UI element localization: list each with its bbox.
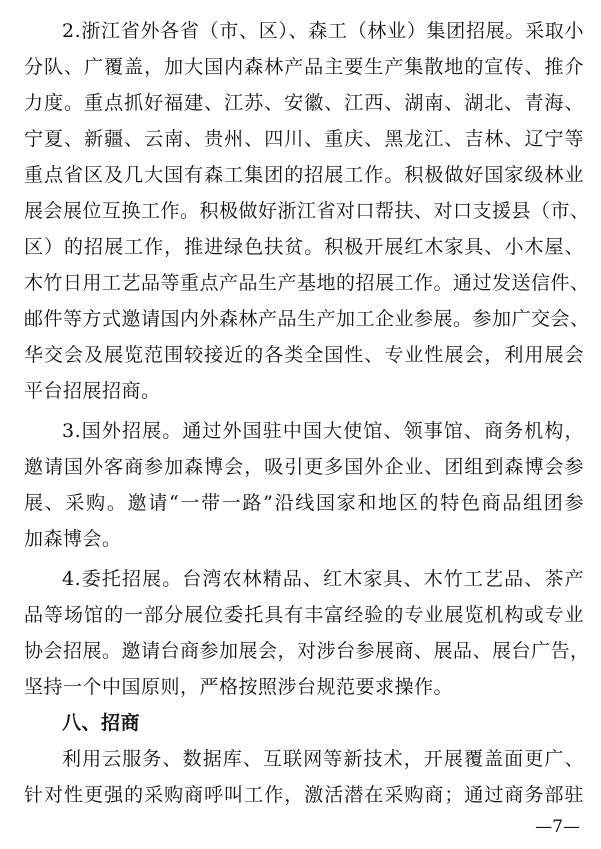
p2-line-11: 平台招展招商。 [24,380,161,402]
p3-line-4: 加森博会。 [24,528,122,550]
p4-line-4: 坚持一个中国原则，严格按照涉台规范要求操作。 [24,676,454,698]
p2-line-5: 重点省区及几大国有森工集团的招展工作。积极做好国家级林业 [24,164,584,186]
p2-line-4: 宁夏、新疆、云南、贵州、四川、重庆、黑龙江、吉林、辽宁等 [24,128,584,150]
p2-line-9: 邮件等方式邀请国内外森林产品生产加工企业参展。参加广交会、 [24,308,590,330]
section-heading: 八、招商 [62,712,141,734]
p4-line-3: 协会招展。邀请台商参加展会，对涉台参展商、展品、展台广告， [24,640,590,662]
p2-line-10: 华交会及展览范围较接近的各类全国性、专业性展会，利用展会 [24,344,584,366]
p4-line-1: 4.委托招展。台湾农林精品、红木家具、木竹工艺品、茶产 [62,568,584,590]
section-para-line-1: 利用云服务、数据库、互联网等新技术，开展覆盖面更广、 [62,748,584,770]
p3-line-3: 展、采购。邀请“一带一路”沿线国家和地区的特色商品组团参 [24,492,584,514]
page-number: —7— [535,817,580,837]
p2-line-3: 力度。重点抓好福建、江苏、安徽、江西、湖南、湖北、青海、 [24,92,584,114]
section-para-line-2: 针对性更强的采购商呼叫工作，激活潜在采购商；通过商务部驻 [24,784,584,806]
p2-line-2: 分队、广覆盖，加大国内森林产品主要生产集散地的宣传、推介 [24,56,584,78]
p4-line-2: 品等场馆的一部分展位委托具有丰富经验的专业展览机构或专业 [24,604,584,626]
p2-line-1: 2.浙江省外各省（市、区）、森工（林业）集团招展。采取小 [62,20,584,42]
p3-line-2: 邀请国外客商参加森博会，吸引更多国外企业、团组到森博会参 [24,456,584,478]
p2-line-8: 木竹日用工艺品等重点产品生产基地的招展工作。通过发送信件、 [24,272,590,294]
p3-line-1: 3.国外招展。通过外国驻中国大使馆、领事馆、商务机构， [62,420,584,442]
p2-line-6: 展会展位互换工作。积极做好浙江省对口帮扶、对口支援县（市、 [24,200,590,222]
p2-line-7: 区）的招展工作，推进绿色扶贫。积极开展红木家具、小木屋、 [24,236,584,258]
